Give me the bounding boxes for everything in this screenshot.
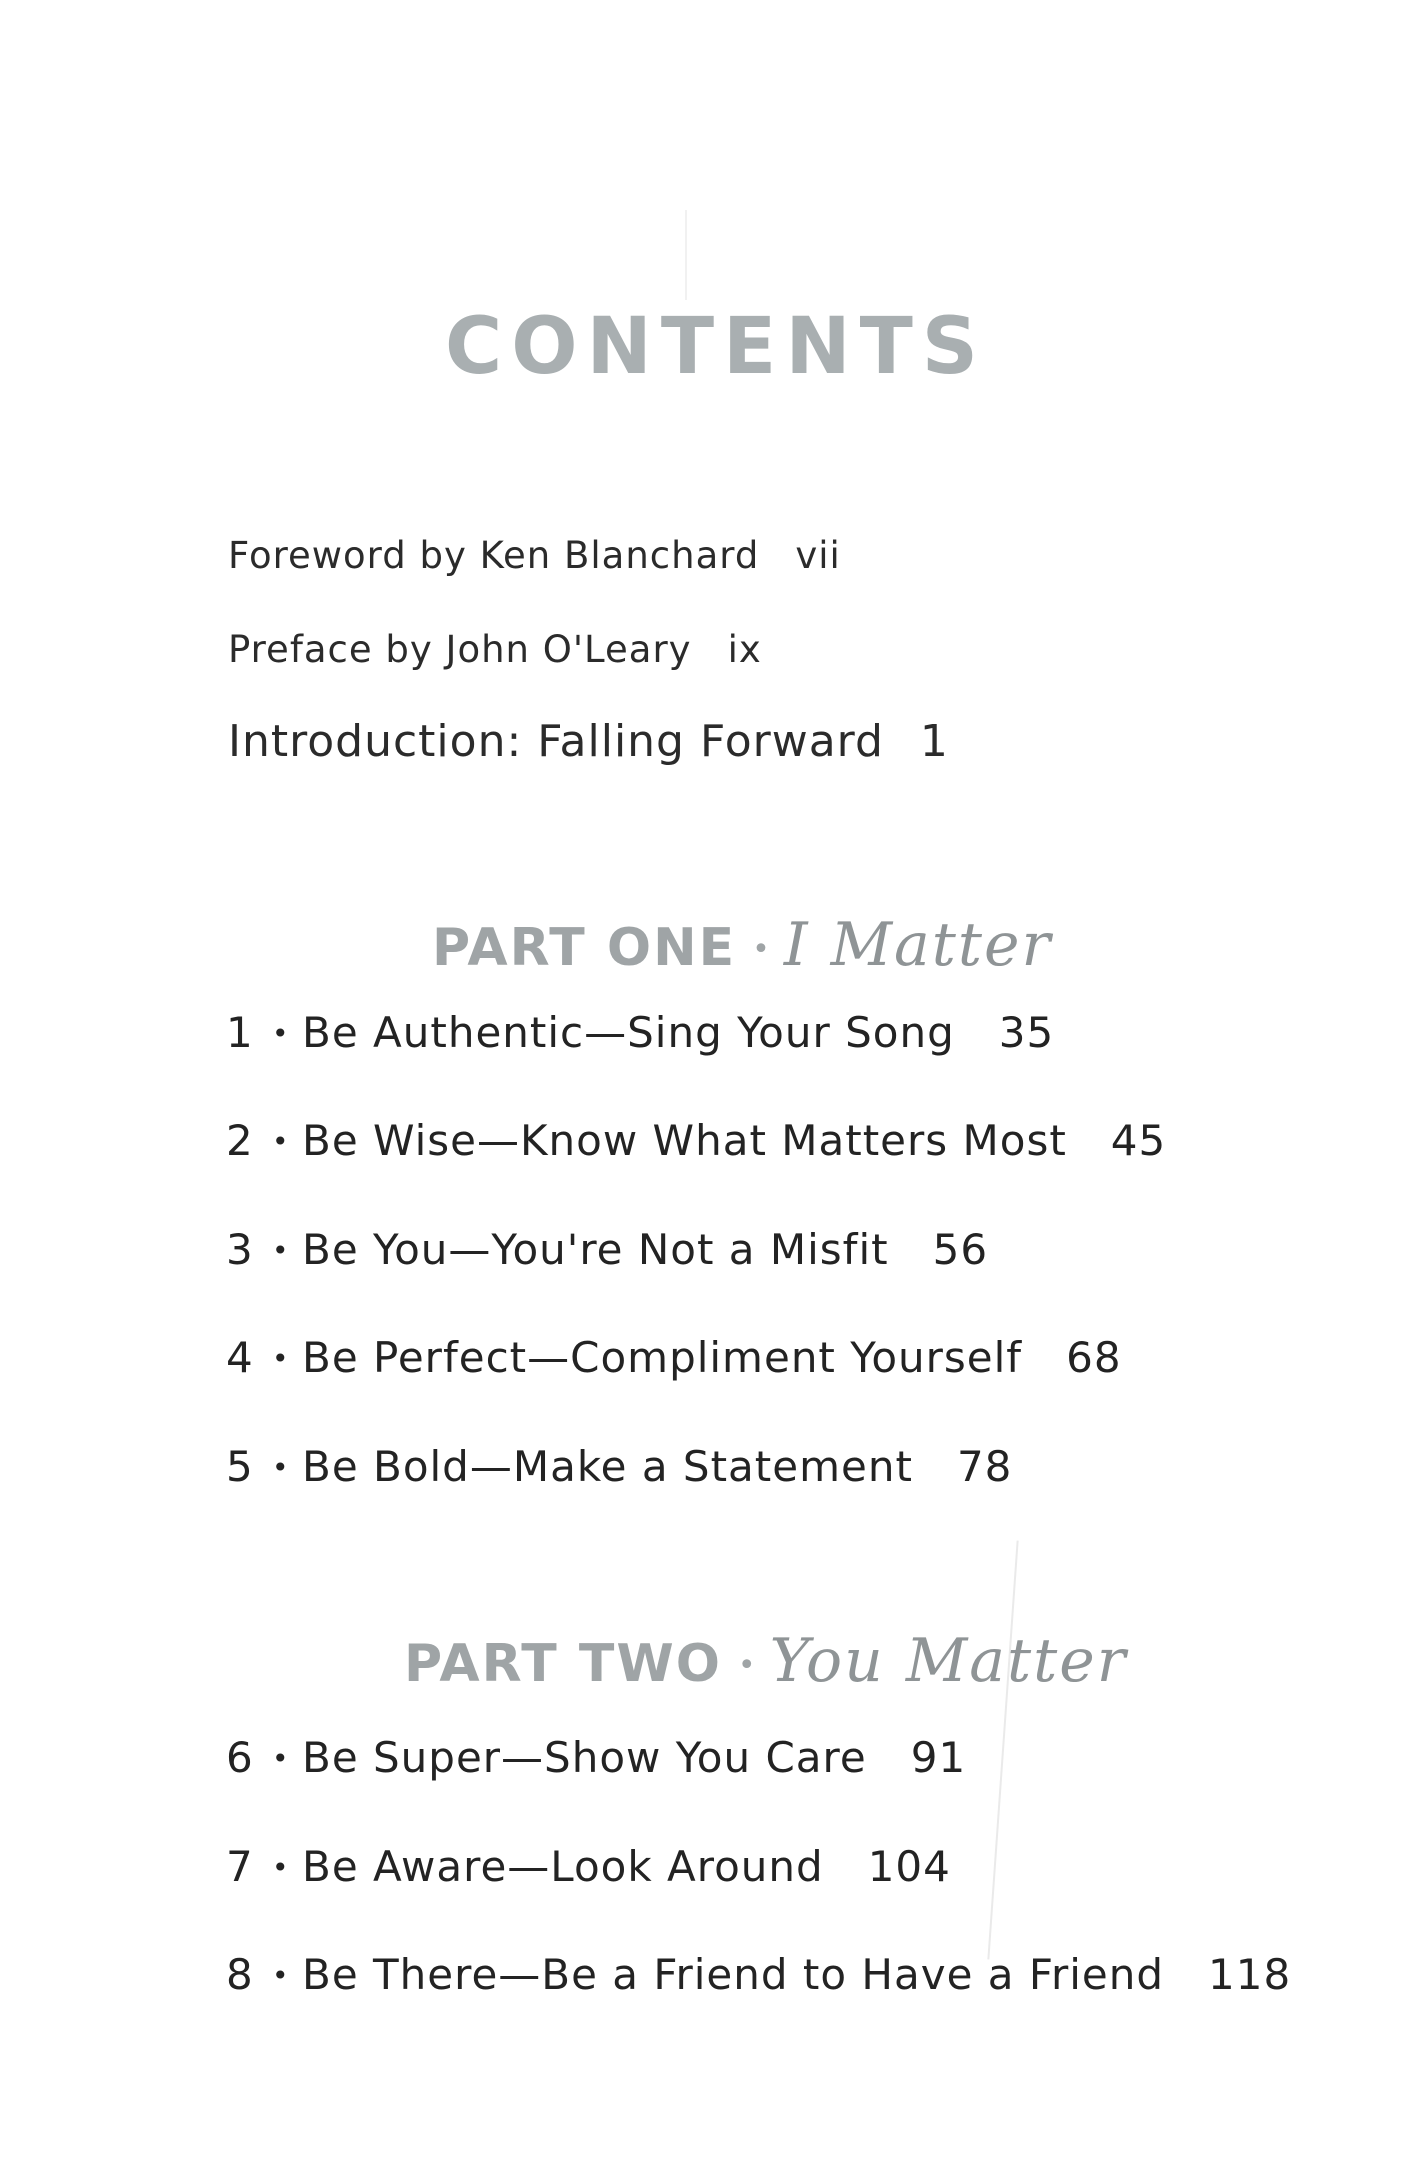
bullet: •: [272, 1451, 290, 1484]
chapter-number: 6: [226, 1733, 254, 1782]
chapter-number: 8: [226, 1950, 254, 1999]
bullet: •: [272, 1742, 290, 1775]
toc-chapter-5[interactable]: [226, 1442, 1012, 1491]
bullet: •: [272, 1851, 290, 1884]
part-name: I Matter: [783, 910, 1053, 980]
scan-artifact-line: [987, 1540, 1018, 1959]
chapter-number: 5: [226, 1442, 254, 1491]
chapter-page: 56: [932, 1225, 989, 1274]
chapter-page: 45: [1110, 1116, 1167, 1165]
chapter-title: Be Authentic—Sing Your Song: [302, 1008, 955, 1057]
part-label: PART TWO: [404, 1634, 722, 1694]
chapter-page: 68: [1066, 1333, 1122, 1382]
chapter-number: 2: [226, 1116, 254, 1165]
chapter-title: Be You—You're Not a Misfit: [302, 1225, 889, 1274]
chapter-page: 91: [910, 1733, 967, 1782]
chapter-number: 7: [226, 1842, 254, 1891]
toc-chapter-3[interactable]: [226, 1225, 988, 1274]
chapter-title: Be There—Be a Friend to Have a Friend: [302, 1950, 1165, 1999]
bullet-separator: •: [752, 932, 770, 967]
chapter-page: 118: [1208, 1950, 1292, 1999]
toc-chapter-7[interactable]: [226, 1842, 951, 1891]
part-one-heading: [432, 910, 1052, 980]
bullet: •: [272, 1959, 290, 1992]
chapter-number: 4: [226, 1333, 254, 1382]
chapter-number: 1: [226, 1008, 254, 1057]
page-title: CONTENTS: [445, 302, 987, 392]
part-two-heading: [404, 1626, 1127, 1696]
toc-entry-preface[interactable]: [228, 628, 762, 671]
toc-entry-label: Introduction: Falling Forward: [228, 716, 884, 767]
chapter-number: 3: [226, 1225, 254, 1274]
toc-page-number: vii: [795, 534, 841, 577]
chapter-title: Be Perfect—Compliment Yourself: [302, 1333, 1023, 1382]
toc-chapter-1[interactable]: [226, 1008, 1054, 1057]
chapter-title: Be Wise—Know What Matters Most: [302, 1116, 1067, 1165]
bullet: •: [272, 1234, 290, 1267]
part-label: PART ONE: [432, 918, 737, 978]
bullet-separator: •: [737, 1648, 756, 1683]
toc-chapter-4[interactable]: [226, 1333, 1122, 1382]
toc-entry-label: Foreword by Ken Blanchard: [228, 534, 760, 577]
bullet: •: [272, 1125, 290, 1158]
scan-artifact-line: [685, 210, 687, 300]
toc-entry-introduction[interactable]: [228, 716, 949, 767]
part-name: You Matter: [769, 1626, 1128, 1696]
toc-chapter-6[interactable]: [226, 1733, 966, 1782]
toc-chapter-2[interactable]: [226, 1116, 1166, 1165]
bullet: •: [272, 1342, 290, 1375]
toc-page-number: ix: [727, 628, 762, 671]
toc-chapter-8[interactable]: [226, 1950, 1291, 1999]
chapter-page: 78: [956, 1442, 1013, 1491]
chapter-title: Be Bold—Make a Statement: [302, 1442, 913, 1491]
chapter-page: 104: [867, 1842, 951, 1891]
chapter-title: Be Super—Show You Care: [302, 1733, 867, 1782]
toc-page-number: 1: [919, 716, 949, 767]
chapter-page: 35: [998, 1008, 1055, 1057]
toc-entry-foreword[interactable]: [228, 534, 841, 577]
bullet: •: [272, 1017, 290, 1050]
toc-entry-label: Preface by John O'Leary: [228, 628, 692, 671]
chapter-title: Be Aware—Look Around: [302, 1842, 824, 1891]
